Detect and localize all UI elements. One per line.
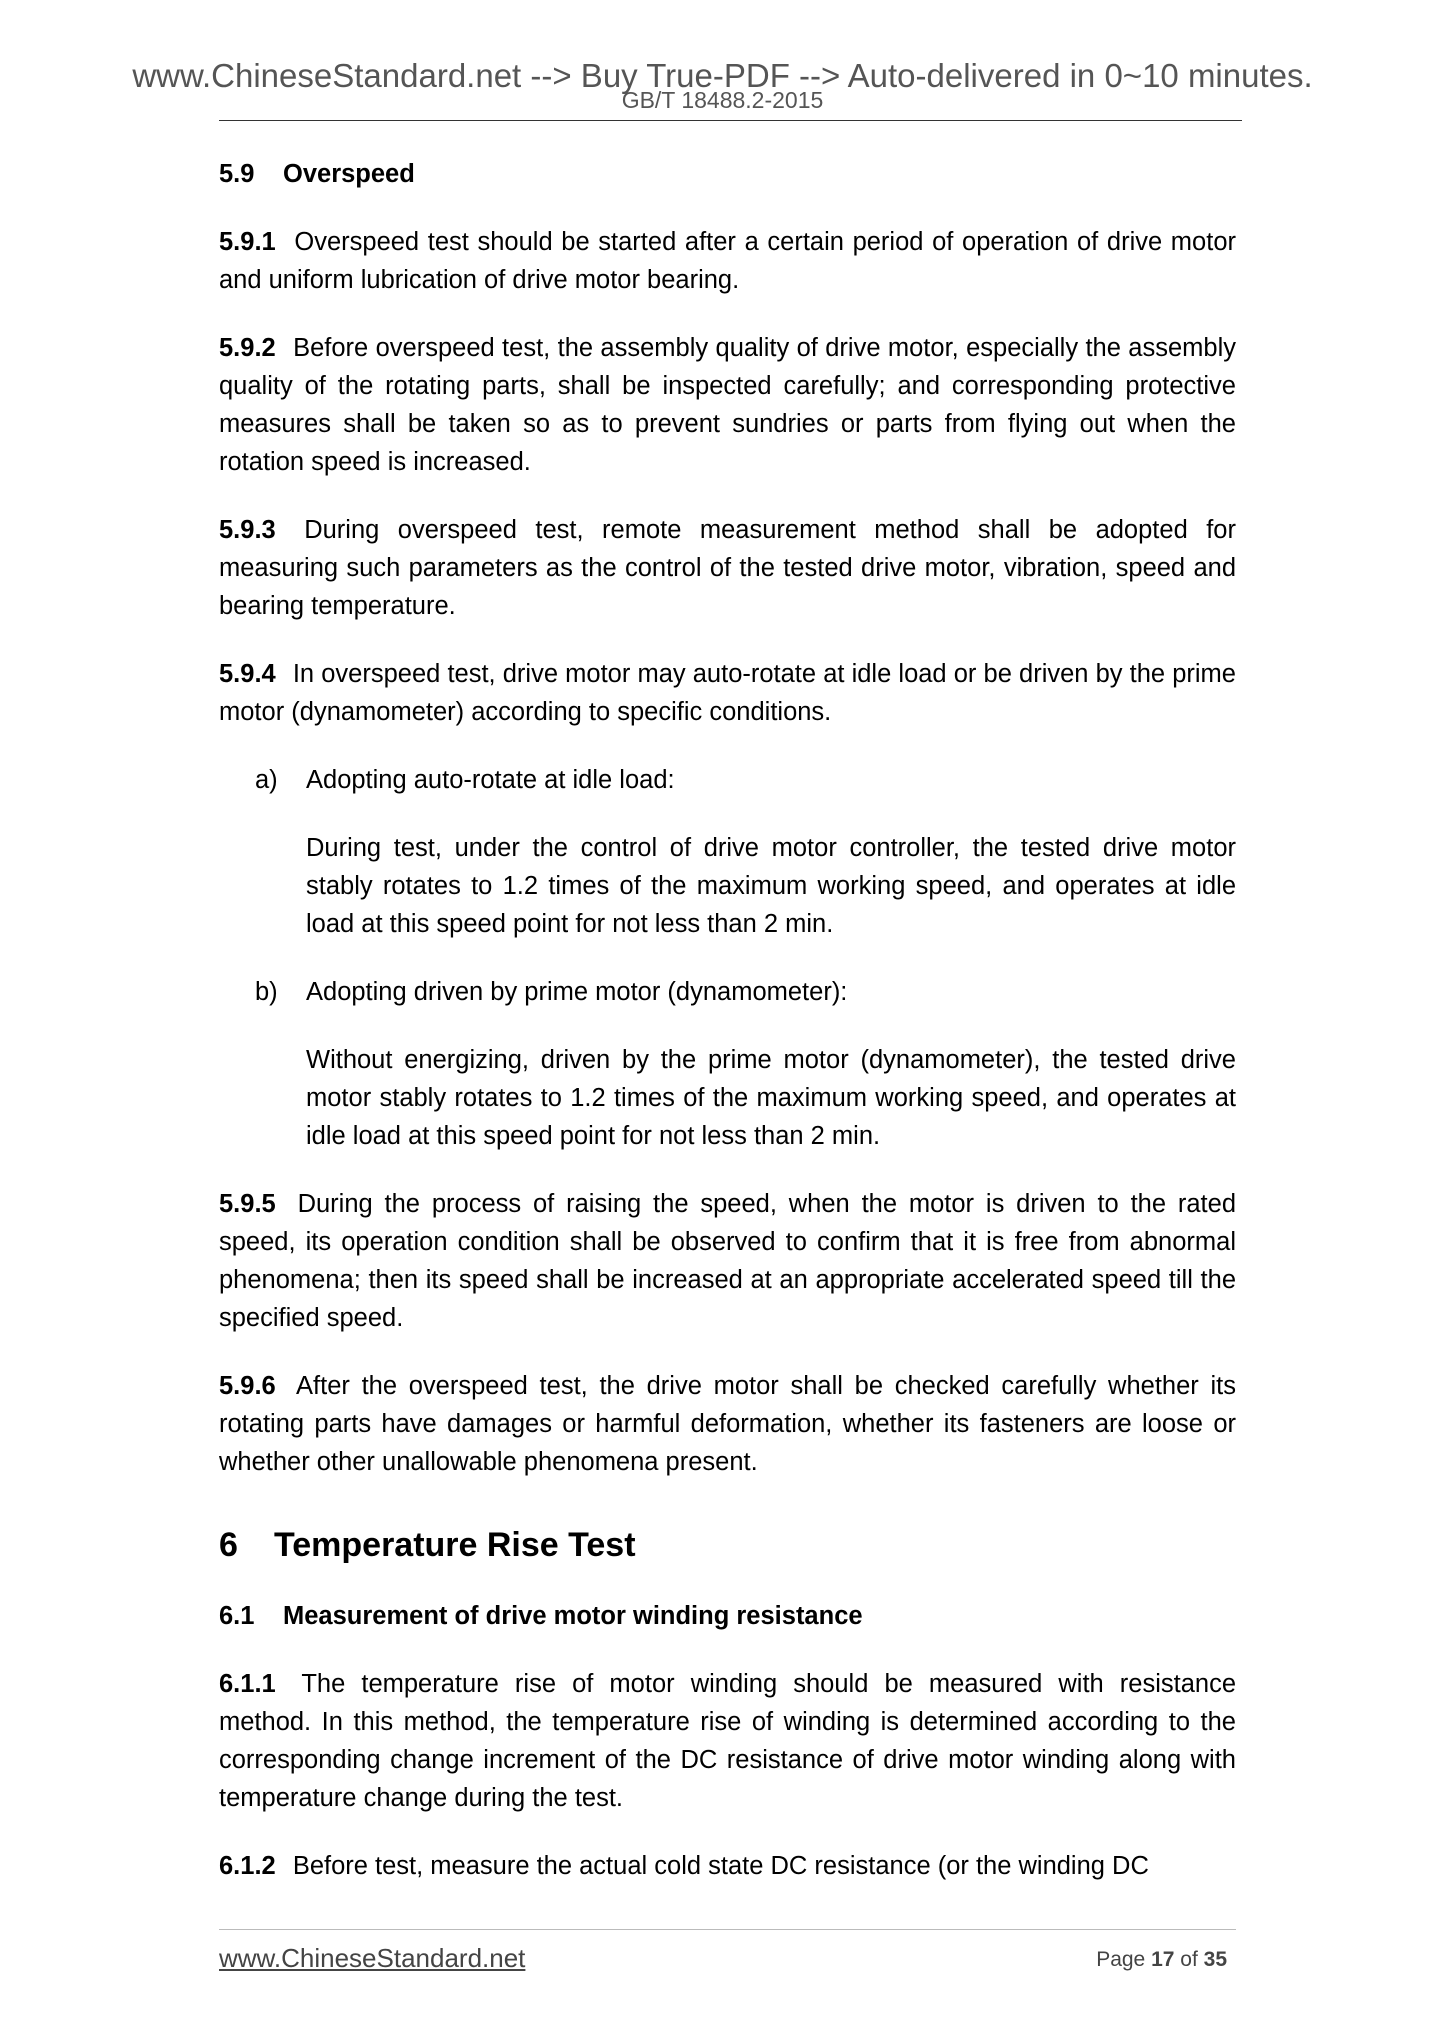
clause-number: 5.9.6 <box>219 1372 276 1400</box>
heading-6-1 <box>219 1597 1236 1635</box>
clause-number: 6.1.1 <box>219 1670 276 1698</box>
page-indicator <box>1096 1946 1227 1974</box>
heading-title: Measurement of drive motor winding resistance <box>283 1602 863 1630</box>
clause-text: In overspeed test, drive motor may auto-rotate at idle load or be driven by the prime motor (dynamometer) according to specific conditions. <box>219 660 1236 726</box>
clause-6-1-2 <box>219 1847 1236 1885</box>
clause-5-9-4 <box>219 655 1236 731</box>
list-item-title: Adopting auto-rotate at idle load: <box>306 766 675 794</box>
clause-5-9-2 <box>219 329 1236 481</box>
list-item-title: Adopting driven by prime motor (dynamometer): <box>306 978 848 1006</box>
clause-5-9-5 <box>219 1185 1236 1337</box>
clause-5-9-1 <box>219 223 1236 299</box>
list-item-b-text: Without energizing, driven by the prime motor (dynamometer), the tested drive motor stably rotates to 1.2 times of the maximum working speed, and operates at idle load at this speed point for not less than 2 min. <box>306 1046 1236 1150</box>
clause-number: 5.9.4 <box>219 660 276 688</box>
source-banner[interactable]: www.ChineseStandard.net --> Buy True-PDF --> Auto-delivered in 0~10 minutes. <box>132 57 1313 94</box>
page-of: of <box>1180 1948 1198 1971</box>
heading-6 <box>219 1523 1236 1567</box>
document-body <box>219 155 1236 1915</box>
clause-text: After the overspeed test, the drive motor shall be checked carefully whether its rotating parts have damages or harmful deformation, whether its fasteners are loose or whether other unallowable phenomena present. <box>219 1372 1236 1476</box>
clause-6-1-1 <box>219 1665 1236 1817</box>
clause-text: Before overspeed test, the assembly quality of drive motor, especially the assembly quality of the rotating parts, shall be inspected carefully; and corresponding protective measures shall be taken so as to prevent sundries or parts from flying out when the rotation speed is increased. <box>219 334 1236 476</box>
clause-text: During the process of raising the speed, when the motor is driven to the rated speed, its operation condition shall be observed to confirm that it is free from abnormal phenomena; then its speed shall be increased at an appropriate accelerated speed till the specified speed. <box>219 1190 1236 1332</box>
header-divider <box>219 120 1242 121</box>
heading-5-9 <box>219 155 1236 193</box>
clause-5-9-6 <box>219 1367 1236 1481</box>
clause-text: Before test, measure the actual cold state DC resistance (or the winding DC <box>292 1852 1149 1880</box>
page-current: 17 <box>1151 1948 1175 1971</box>
list-item-label: a) <box>255 766 278 794</box>
clause-text: Overspeed test should be started after a certain period of operation of drive motor and uniform lubrication of drive motor bearing. <box>219 228 1236 294</box>
list-item-a-text: During test, under the control of drive motor controller, the tested drive motor stably rotates to 1.2 times of the maximum working speed, and operates at idle load at this speed point for not less than 2 min. <box>306 834 1236 938</box>
clause-number: 5.9.5 <box>219 1190 276 1218</box>
standard-code: GB/T 18488.2-2015 <box>621 87 824 113</box>
footer-divider <box>219 1929 1236 1930</box>
heading-title: Overspeed <box>283 160 415 188</box>
heading-number: 5.9 <box>219 160 255 188</box>
clause-text: The temperature rise of motor winding should be measured with resistance method. In this method, the temperature rise of winding is determined according to the corresponding change increment of the DC resistance of drive motor winding along with temperature change during the test. <box>219 1670 1237 1812</box>
list-item-label: b) <box>255 978 278 1006</box>
heading-title: Temperature Rise Test <box>274 1526 636 1564</box>
page-prefix: Page <box>1096 1948 1146 1971</box>
heading-number: 6.1 <box>219 1602 255 1630</box>
clause-text: During overspeed test, remote measurement method shall be adopted for measuring such parameters as the control of the tested drive motor, vibration, speed and bearing temperature. <box>219 516 1236 620</box>
footer-website-link[interactable]: www.ChineseStandard.net <box>219 1943 526 1973</box>
clause-number: 5.9.2 <box>219 334 276 362</box>
clause-number: 6.1.2 <box>219 1852 276 1880</box>
list-item-b-title <box>255 973 1236 1011</box>
clause-number: 5.9.3 <box>219 516 276 544</box>
clause-number: 5.9.1 <box>219 228 276 256</box>
page-total: 35 <box>1203 1948 1227 1971</box>
heading-number: 6 <box>219 1526 238 1564</box>
clause-5-9-3 <box>219 511 1236 625</box>
list-item-a-title <box>255 761 1236 799</box>
